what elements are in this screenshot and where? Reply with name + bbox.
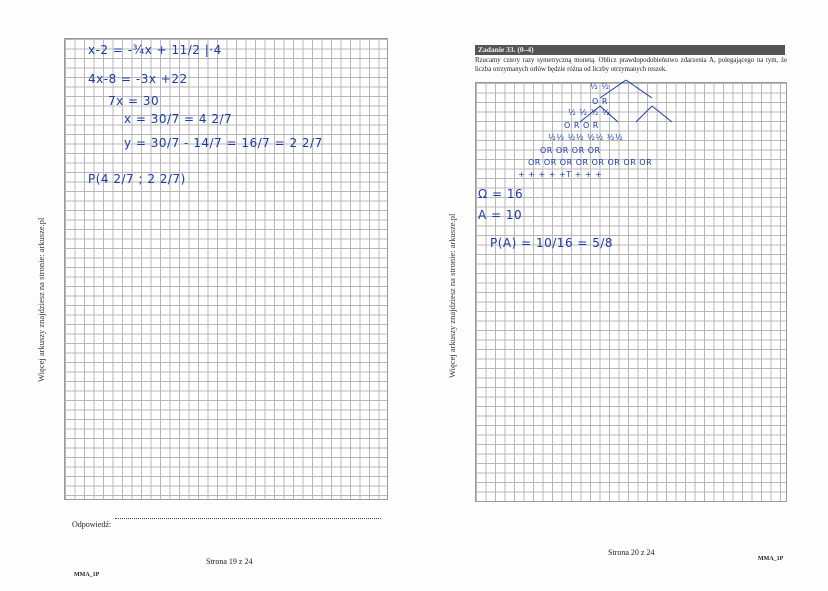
answer-point: P(4 2/7 ; 2 2/7) <box>88 172 186 186</box>
right-code: MMA_1P <box>758 556 784 562</box>
probability-line: P(A) = 10/16 = 5/8 <box>490 236 614 250</box>
omega-line: Ω = 16 <box>478 187 524 201</box>
answer-label: Odpowiedź: <box>72 520 112 529</box>
tree-row-8: + + + + +T + + + <box>518 170 603 179</box>
right-side-note: Więcej arkuszy znajdziesz na stronie: arkusze.pl <box>447 213 457 378</box>
answer-dotted-line <box>115 518 381 519</box>
left-code: MMA_1P <box>74 572 100 578</box>
tree-row-6: OR OR OR OR <box>540 146 601 155</box>
tree-row-1: ½ ½ <box>590 82 610 91</box>
tree-row-4: O R O R <box>564 121 599 130</box>
work-line-1: x-2 = -¾x + 11/2 |·4 <box>88 43 222 57</box>
tree-row-7: OR OR OR OR OR OR OR OR <box>528 158 653 167</box>
tree-row-2: O R <box>592 97 608 106</box>
tree-row-5: ½½ ½½ ½½ ½½ <box>548 133 624 142</box>
left-side-note: Więcej arkuszy znajdziesz na stronie: arkusze.pl <box>36 217 46 382</box>
event-a-line: A = 10 <box>478 208 523 222</box>
work-line-3: 7x = 30 <box>108 94 160 108</box>
tree-row-3: ½ ½ ½ ½ <box>568 108 611 117</box>
work-line-2: 4x-8 = -3x +22 <box>88 72 188 86</box>
left-page-number: Strona 19 z 24 <box>206 557 253 566</box>
work-line-4: x = 30/7 = 4 2/7 <box>124 112 233 126</box>
task-text: Rzucamy cztery razy symetryczną monetą. Oblicz prawdopodobieństwo zdarzenia A, polegającego na tym, że liczba otrzymanych orłów będzie różna od liczby otrzymanych reszek. <box>475 57 787 73</box>
task-header: Zadanie 33. (0–4) <box>475 45 785 55</box>
work-line-5: y = 30/7 - 14/7 = 16/7 = 2 2/7 <box>124 136 323 150</box>
right-page-number: Strona 20 z 24 <box>608 548 655 557</box>
